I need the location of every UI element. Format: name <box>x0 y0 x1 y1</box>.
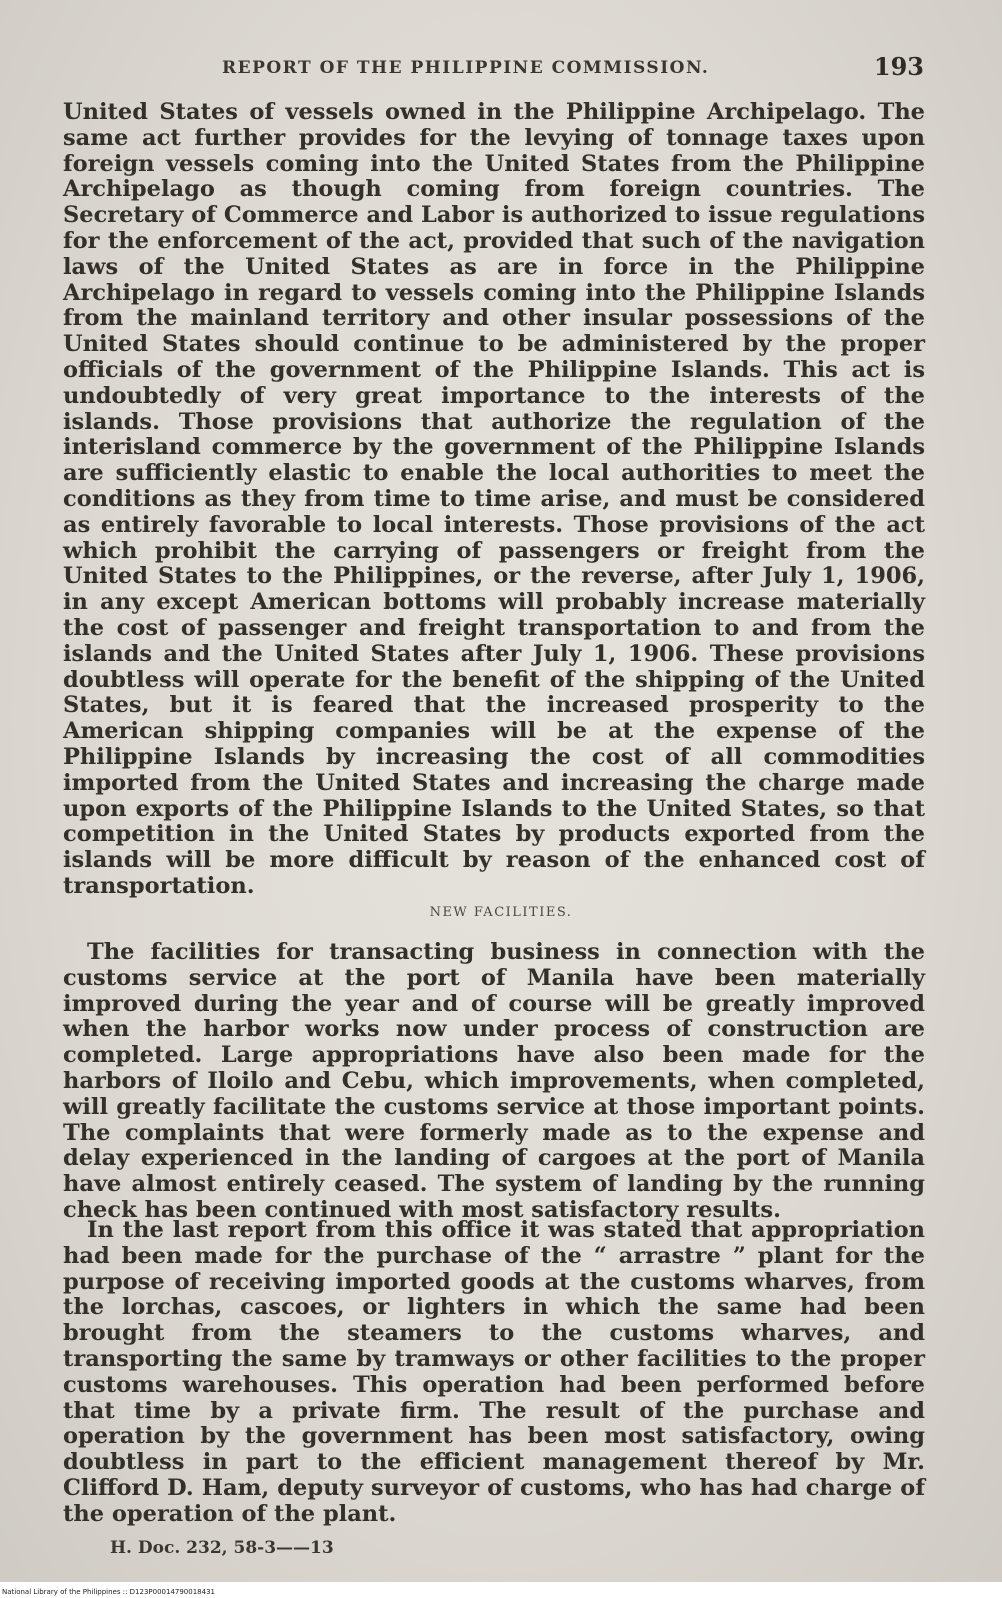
paragraph-text: The facilities for transacting business in connection with the customs service at the port of Manila have been materially improved during the year and of course will be greatly improved when the harbor works now under process of construction are completed. Large appropriations have also been made for the harbors of Iloilo and Cebu, which improvements, when completed, will greatly facilitate the customs service at those important points. The complaints that were formerly made as to the expense and delay experienced in the landing of cargoes at the port of Manila have almost entirely ceased. The system of landing by the running check has been continued with most satisfactory results. <box>63 939 925 1223</box>
body-paragraph-1 <box>63 100 925 900</box>
page-header <box>222 52 924 92</box>
body-paragraph-3 <box>63 1218 925 1528</box>
body-paragraph-2 <box>63 940 925 1224</box>
document-reference: H. Doc. 232, 58-3——13 <box>110 1538 334 1558</box>
credit-bar <box>0 1582 1002 1598</box>
page-number: 193 <box>873 52 924 81</box>
section-heading: NEW FACILITIES. <box>429 905 573 920</box>
library-credit: National Library of the Philippines :: D123P00014790018431 <box>2 1588 215 1596</box>
running-title: REPORT OF THE PHILIPPINE COMMISSION. <box>222 58 710 78</box>
paragraph-text: United States of vessels owned in the Philippine Archipelago. The same act further provides for the levying of tonnage taxes upon foreign vessels coming into the United States from the Philippine Archipelago as though coming from foreign countries. The Secretary of Commerce and Labor is authorized to issue regulations for the enforcement of the act, provided that such of the navigation laws of the United States as are in force in the Philippine Archipelago in regard to vessels coming into the Philippine Islands from the mainland territory and other insular possessions of the United States should continue to be administered by the proper officials of the government of the Philippine Islands. This act is undoubtedly of very great importance to the interests of the islands. Those provisions that authorize the regulation of the interisland commerce by the government of the Philippine Islands are sufficiently elastic to enable the local authorities to meet the conditions as they from time to time arise, and must be considered as entirely favorable to local interests. Those provisions of the act which prohibit the carrying of passengers or freight from the United States to the Philippines, or the reverse, after July 1, 1906, in any except American bottoms will probably increase materially the cost of passenger and freight transportation to and from the islands and the United States after July 1, 1906. These provisions doubtless will operate for the benefit of the shipping of the United States, but it is feared that the increased prosperity to the American shipping companies will be at the expense of the Philippine Islands by increasing the cost of all commodities imported from the United States and increasing the charge made upon exports of the Philippine Islands to the United States, so that competition in the United States by products exported from the islands will be more difficult by reason of the enhanced cost of transportation. <box>63 99 925 899</box>
paragraph-text: In the last report from this office it was stated that appropriation had been made for the purchase of the “ arrastre ” plant for the purpose of receiving imported goods at the customs wharves, from the lorchas, cascoes, or lighters in which the same had been brought from the steamers to the customs wharves, and transporting the same by tramways or other facilities to the proper customs warehouses. This operation had been performed before that time by a private firm. The result of the purchase and operation by the government has been most satisfactory, owing doubtless in part to the efficient management thereof by Mr. Clifford D. Ham, deputy surveyor of customs, who has had charge of the operation of the plant. <box>63 1217 925 1527</box>
